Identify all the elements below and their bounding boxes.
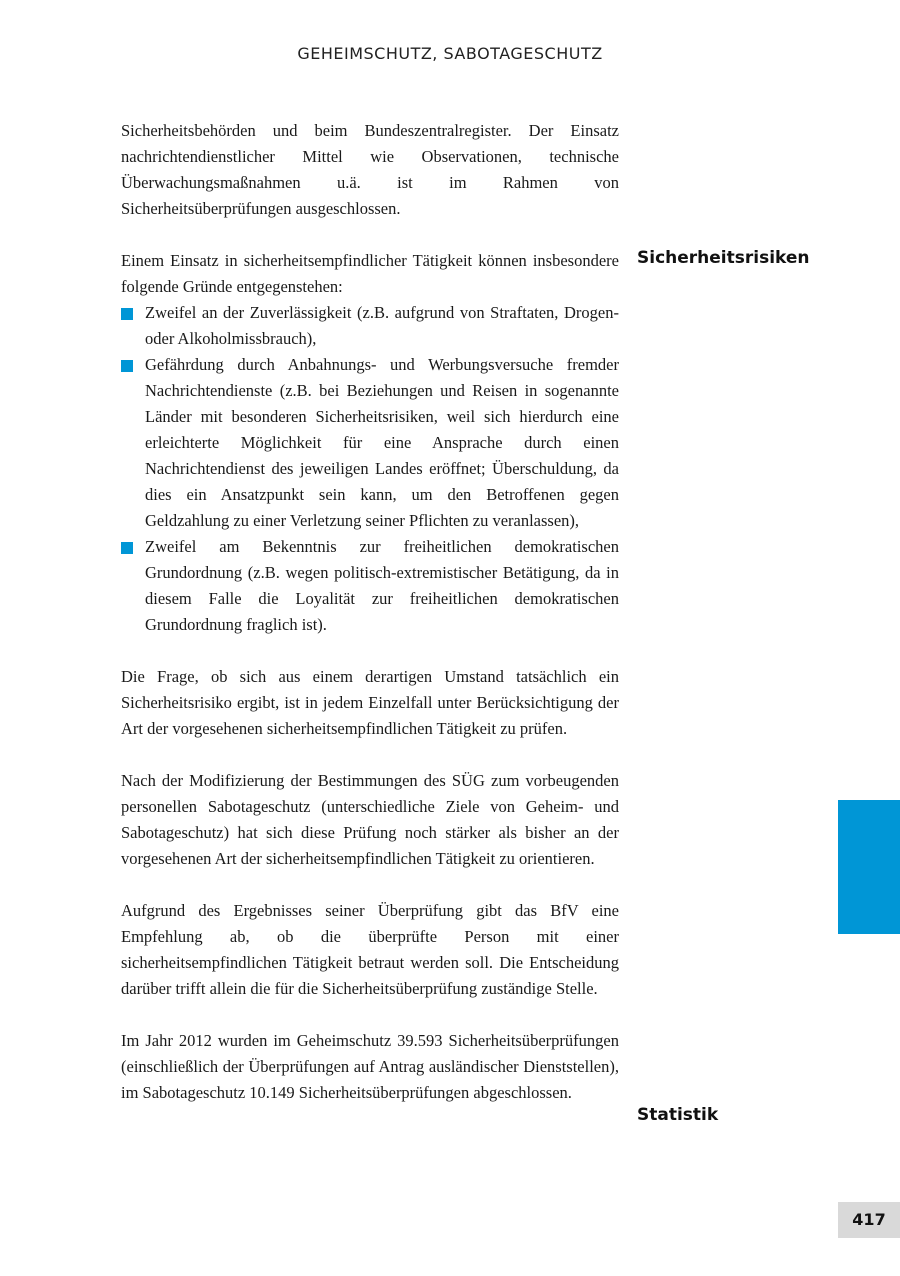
square-bullet-icon: [121, 360, 133, 372]
risk-list: [121, 300, 619, 638]
chapter-tab-marker: [838, 800, 900, 934]
paragraph-2-intro: Einem Einsatz in sicherheitsempfindlicher Tätigkeit können insbesondere folgende Gründe entgegenstehen:: [121, 251, 619, 296]
square-bullet-icon: [121, 308, 133, 320]
list-item: [121, 300, 619, 352]
paragraph-4: Nach der Modifizierung der Bestimmungen des SÜG zum vorbeugenden personellen Sabotageschutz (unterschiedliche Ziele von Geheim- und Sabotageschutz) hat sich diese Prüfung noch stärker als bisher an der vorgesehenen Art der sicherheitsempfindlichen Tätigkeit zu orientieren.: [121, 771, 619, 868]
main-text-column: [121, 118, 619, 1132]
list-item-text: Zweifel an der Zuverlässigkeit (z.B. aufgrund von Straftaten, Drogen- oder Alkoholmissbrauch),: [145, 303, 619, 348]
margin-note-statistics: Statistik: [637, 1105, 719, 1125]
margin-note-risks: Sicherheitsrisiken: [637, 248, 810, 268]
list-item: [121, 534, 619, 638]
page-number: 417: [838, 1202, 900, 1238]
paragraph-5: Aufgrund des Ergebnisses seiner Überprüfung gibt das BfV eine Empfehlung ab, ob die überprüfte Person mit einer sicherheitsempfindlichen Tätigkeit betraut werden soll. Die Entscheidung darüber trifft allein die für die Sicherheitsüberprüfung zuständige Stelle.: [121, 901, 619, 998]
list-item-text: Gefährdung durch Anbahnungs- und Werbungsversuche fremder Nachrichtendienste (z.B. bei Beziehungen und Reisen in sogenannte Länder mit besonderen Sicherheitsrisiken, weil sich hierdurch eine erleichterte Möglichkeit für eine Ansprache durch einen Nachrichtendienst des jeweiligen Landes eröffnet; Überschuldung, da dies ein Ansatzpunkt sein kann, um den Betroffenen gegen Geldzahlung zu einer Verletzung seiner Pflichten zu veranlassen),: [145, 355, 619, 530]
paragraph-1: Sicherheitsbehörden und beim Bundeszentralregister. Der Einsatz nachrichtendienstlicher Mittel wie Observationen, technische Überwachungsmaßnahmen u.ä. ist im Rahmen von Sicherheitsüberprüfungen ausgeschlossen.: [121, 121, 619, 218]
list-item: [121, 352, 619, 534]
paragraph-6: Im Jahr 2012 wurden im Geheimschutz 39.593 Sicherheitsüberprüfungen (einschließlich der Überprüfungen auf Antrag ausländischer Dienststellen), im Sabotageschutz 10.149 Sicherheitsüberprüfungen abgeschlossen.: [121, 1031, 619, 1102]
paragraph-3: Die Frage, ob sich aus einem derartigen Umstand tatsächlich ein Sicherheitsrisiko ergibt, ist in jedem Einzelfall unter Berücksichtigung der Art der vorgesehenen sicherheitsempfindlichen Tätigkeit zu prüfen.: [121, 667, 619, 738]
list-item-text: Zweifel am Bekenntnis zur freiheitlichen demokratischen Grundordnung (z.B. wegen politisch-extremistischer Betätigung, da in diesem Falle die Loyalität zur freiheitlichen demokratischen Grundordnung fraglich ist).: [145, 537, 619, 634]
running-header: GEHEIMSCHUTZ, SABOTAGESCHUTZ: [297, 44, 603, 63]
square-bullet-icon: [121, 542, 133, 554]
